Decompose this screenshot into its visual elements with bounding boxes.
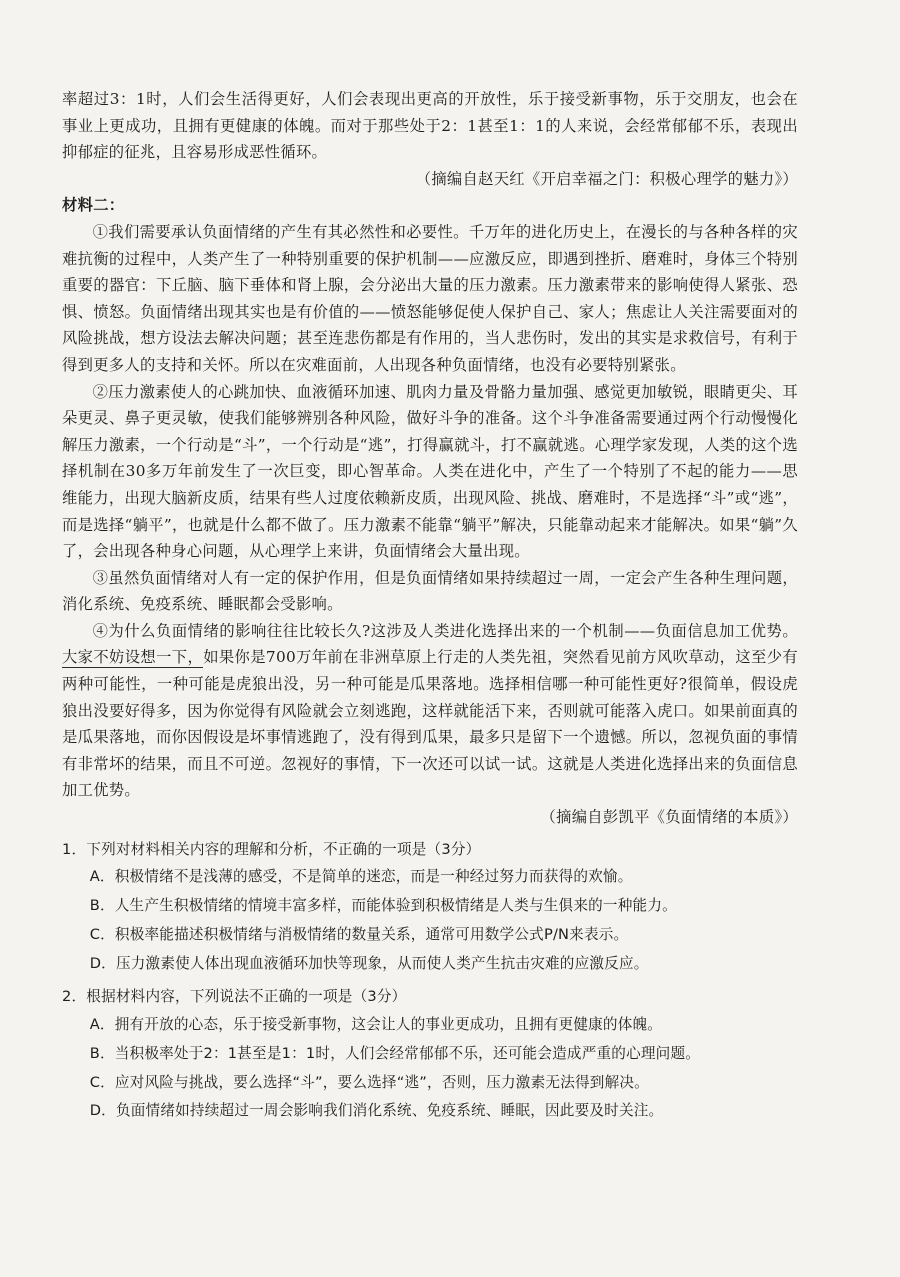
material2-paragraph-2: ②压力激素使人的心跳加快、血液循环加速、肌肉力量及骨骼力量加强、感觉更加敏锐，眼睛更尖、耳朵更灵、鼻子更灵敏，使我们能够辨别各种风险，做好斗争的准备。这个斗争准备需要通过两个行动慢慢化解压力激素，一个行动是“斗”，一个行动是“逃”，打得赢就斗，打不赢就逃。心理学家发现，人类的这个选择机制在30多万年前发生了一次巨变，即心智革命。人类在进化中，产生了一个特别了不起的能力——思维能力，出现大脑新皮质，结果有些人过度依赖新皮质，出现风险、挑战、磨难时，不是选择“斗”或“逃”，而是选择“躺平”，也就是什么都不做了。压力激素不能靠“躺平”解决，只能靠动起来才能解决。如果“躺”久了，会出现各种身心问题，从心理学上来讲，负面情绪会大量出现。: [62, 382, 798, 561]
paragraph-4-lead: ④为什么负面情绪的影响往往比较长久?这涉及人类进化选择出来的一个机制——负面信息加工优势。: [92, 621, 798, 640]
material2-source: （摘编自彭凯平《负面情绪的本质》）: [540, 808, 798, 827]
material2-heading: 材料二：: [62, 196, 125, 215]
question-1-option-b: B．人生产生积极情绪的情境丰富多样，而能体验到积极情绪是人类与生俱来的一种能力。: [89, 897, 677, 915]
paragraph-4-body: 如果你是700万年前在非洲草原上行走的人类先祖，突然看见前方风吹草动，这至少有两种可能性，一种可能是虎狼出没，另一种可能是瓜果落地。选择相信哪一种可能性更好?很简单，假设虎狼出没要好得多，因为你觉得有风险就会立刻逃跑，这样就能活下来，否则就可能落入虎口。如果前面真的是瓜果落地，而你因假设是坏事情逃跑了，没有得到瓜果，最多只是留下一个遗憾。所以，忽视负面的事情有非常坏的结果，而且不可逆。忽视好的事情，下一次还可以试一试。这就是人类进化选择出来的负面信息加工优势。: [62, 648, 798, 800]
question-1-option-c: C．积极率能描述积极情绪与消极情绪的数量关系，通常可用数学公式P/N来表示。: [89, 925, 629, 943]
material2-paragraph-1: ①我们需要承认负面情绪的产生有其必然性和必要性。千万年的进化历史上，在漫长的与各种各样的灾难抗衡的过程中，人类产生了一种特别重要的保护机制——应激反应，即遇到挫折、磨难时，身体三个特别重要的器官：下丘脑、脑下垂体和肾上腺，会分泌出大量的压力激素。压力激素带来的影响使得人紧张、恐惧、愤怒。负面情绪出现其实也是有价值的——愤怒能够促使人保护自己、家人；焦虑让人关注需要面对的风险挑战，想方设法去解决问题；甚至连悲伤都是有作用的，当人悲伤时，发出的其实是求救信号，有利于得到更多人的支持和关怀。所以在灾难面前，人出现各种负面情绪，也没有必要特别紧张。: [62, 222, 798, 374]
underlined-phrase: 大家不妨设想一下，: [62, 648, 204, 667]
question-1-option-a: A．积极情绪不是浅薄的感受，不是简单的迷恋，而是一种经过努力而获得的欢愉。: [89, 868, 633, 886]
material2-paragraph-4: [62, 618, 798, 804]
question-2-option-a: A．拥有开放的心态，乐于接受新事物，这会让人的事业更成功，且拥有更健康的体魄。: [89, 1016, 663, 1033]
page-content: [62, 86, 798, 1126]
question-2-option-c: C．应对风险与挑战，要么选择“斗”，要么选择“逃”，否则，压力激素无法得到解决。: [89, 1073, 649, 1091]
question-2-option-d: D．负面情绪如持续超过一周会影响我们消化系统、免疫系统、睡眠，因此要及时关注。: [89, 1102, 664, 1120]
question-2-option-b: B．当积极率处于2：1甚至是1：1时，人们会经常郁郁不乐，还可能会造成严重的心理问题。: [89, 1044, 701, 1062]
question-1-option-d: D．压力激素使人体出现血液循环加快等现象，从而使人类产生抗击灾难的应激反应。: [89, 954, 649, 972]
material1-tail-paragraph: 率超过3：1时，人们会生活得更好，人们会表现出更高的开放性，乐于接受新事物，乐于交朋友，也会在事业上更成功，且拥有更健康的体魄。而对于那些处于2：1甚至1：1的人来说，会经常郁郁不乐，表现出抑郁症的征兆，且容易形成恶性循环。: [62, 90, 798, 162]
question-1: [62, 837, 798, 979]
question-1-stem: 1．下列对材料相关内容的理解和分析，不正确的一项是（3分）: [62, 840, 481, 858]
material1-source: （摘编自赵天红《开启幸福之门：积极心理学的魅力》）: [415, 169, 798, 188]
question-2-stem: 2．根据材料内容，下列说法不正确的一项是（3分）: [62, 988, 407, 1006]
question-2: [62, 984, 798, 1126]
material2-paragraph-3: ③虽然负面情绪对人有一定的保护作用，但是负面情绪如果持续超过一周，一定会产生各种生理问题，消化系统、免疫系统、睡眠都会受影响。: [62, 568, 798, 614]
